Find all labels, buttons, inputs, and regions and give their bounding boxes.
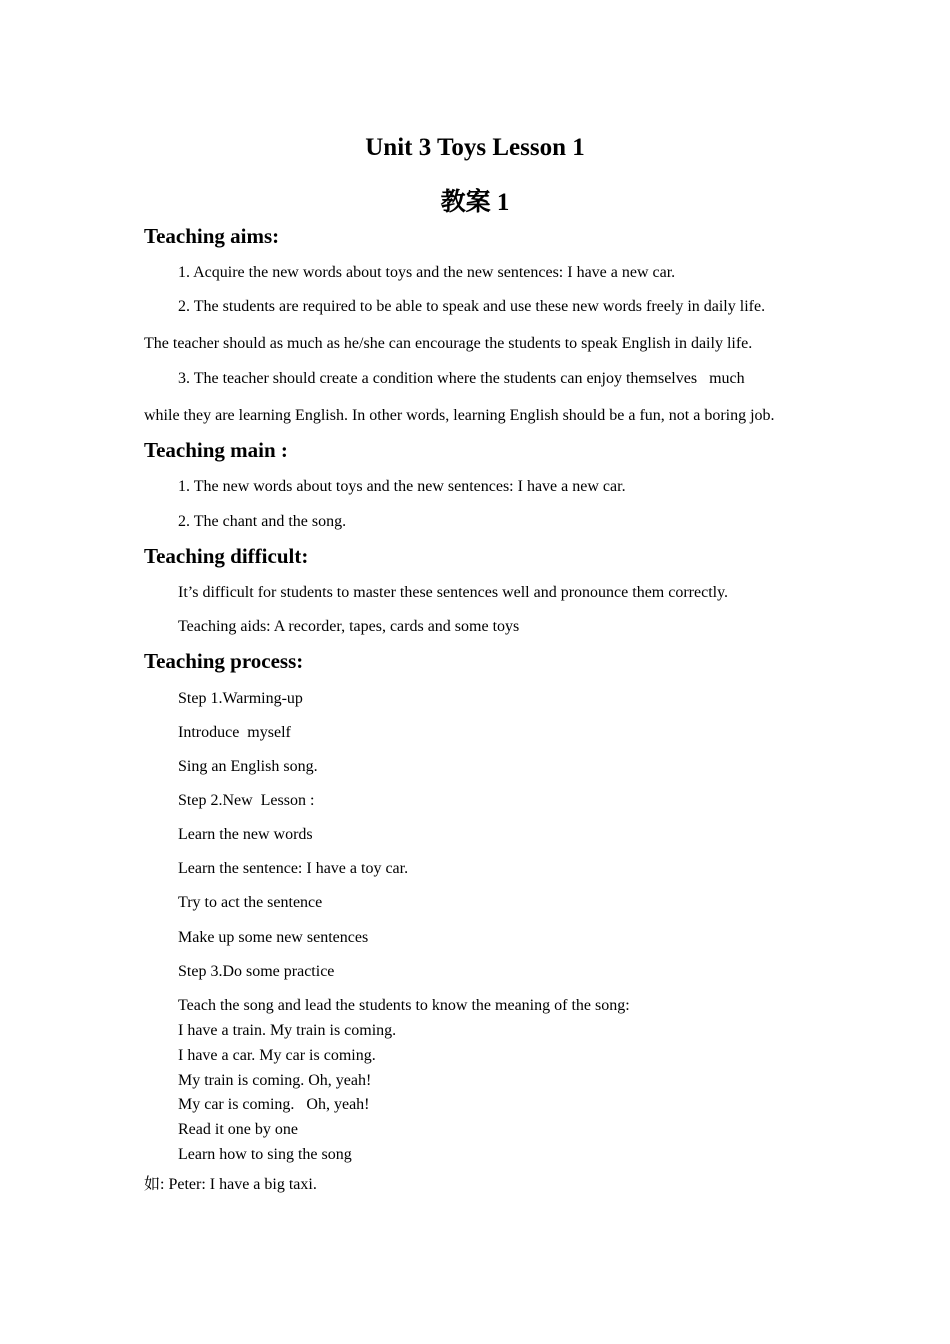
process-step-2: Step 2.New Lesson : — [178, 792, 315, 809]
document-subtitle: 教案 1 — [440, 189, 510, 216]
process-learn-words: Learn the new words — [178, 826, 313, 843]
document-title: Unit 3 Toys Lesson 1 — [365, 134, 585, 161]
aims-item-1: 1. Acquire the new words about toys and the new sentences: I have a new car. — [178, 264, 676, 281]
teaching-main-heading: Teaching main : — [144, 438, 288, 462]
teaching-aids: Teaching aids: A recorder, tapes, cards and some toys — [178, 618, 520, 635]
main-item-1: 1. The new words about toys and the new sentences: I have a new car. — [178, 478, 626, 495]
teaching-process-heading: Teaching process: — [144, 649, 304, 673]
aims-item-2-line-1: 2. The students are required to be able to speak and use these new words freely in daily life. — [178, 298, 766, 315]
aims-item-3-line-2: while they are learning English. In other words, learning English should be a fun, not a boring job. — [144, 407, 775, 424]
process-teach-song: Teach the song and lead the students to know the meaning of the song: — [178, 997, 630, 1014]
process-introduce: Introduce myself — [178, 724, 291, 741]
teaching-difficult-heading: Teaching difficult: — [144, 544, 309, 568]
aims-item-2-line-2: The teacher should as much as he/she can encourage the students to speak English in daily life. — [144, 335, 753, 352]
song-line-2: I have a car. My car is coming. — [178, 1047, 376, 1064]
process-try-act: Try to act the sentence — [178, 894, 323, 911]
process-learn-sing: Learn how to sing the song — [178, 1146, 352, 1163]
song-line-1: I have a train. My train is coming. — [178, 1022, 397, 1039]
song-line-4: My car is coming. Oh, yeah! — [178, 1096, 370, 1113]
teaching-aims-heading: Teaching aims: — [144, 224, 280, 248]
difficult-text: It’s difficult for students to master these sentences well and pronounce them correctly. — [178, 584, 729, 601]
main-item-2: 2. The chant and the song. — [178, 513, 347, 530]
aims-item-3-line-1: 3. The teacher should create a condition where the students can enjoy themselves much — [178, 370, 745, 387]
process-learn-sentence: Learn the sentence: I have a toy car. — [178, 860, 409, 877]
process-step-3: Step 3.Do some practice — [178, 963, 335, 980]
song-line-3: My train is coming. Oh, yeah! — [178, 1072, 372, 1089]
process-sing: Sing an English song. — [178, 758, 318, 775]
process-example: 如: Peter: I have a big taxi. — [144, 1176, 317, 1193]
process-read: Read it one by one — [178, 1121, 298, 1138]
process-make-up: Make up some new sentences — [178, 929, 369, 946]
process-step-1: Step 1.Warming-up — [178, 690, 303, 707]
